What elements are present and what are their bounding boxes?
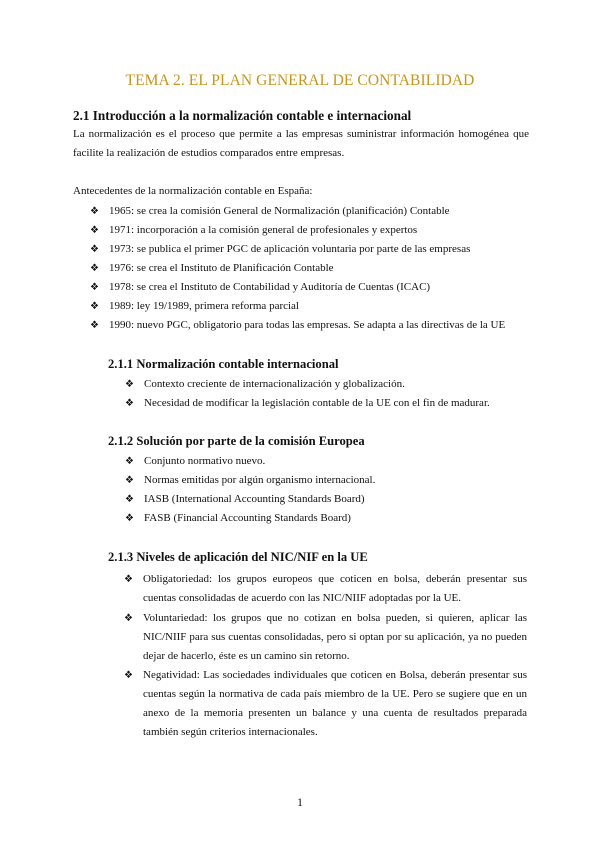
- list-item: ❖ 1976: se crea el Instituto de Planificación Contable: [109, 259, 505, 278]
- diamond-bullet-icon: ❖: [90, 301, 99, 312]
- list-item: ❖ 1978: se crea el Instituto de Contabilidad y Auditoría de Cuentas (ICAC): [109, 278, 505, 297]
- list-item: ❖ Conjunto normativo nuevo.: [144, 452, 375, 471]
- list-item: ❖ 1971: incorporación a la comisión general de profesionales y expertos: [109, 221, 505, 240]
- list-item: ❖ IASB (International Accounting Standards Board): [144, 490, 375, 509]
- diamond-bullet-icon: ❖: [90, 206, 99, 217]
- diamond-bullet-icon: ❖: [125, 513, 134, 524]
- diamond-bullet-icon: ❖: [125, 379, 134, 390]
- list-item: ❖ 1973: se publica el primer PGC de aplicación voluntaria por parte de las empresas: [109, 240, 505, 259]
- list-item: ❖ Contexto creciente de internacionalización y globalización.: [144, 375, 490, 394]
- page-number: 1: [297, 795, 303, 809]
- section-2-1-2-list: [125, 452, 376, 528]
- diamond-bullet-icon: ❖: [124, 670, 133, 681]
- section-heading-2-1-1: 2.1.1 Normalización contable internacional: [108, 357, 339, 371]
- diamond-bullet-icon: ❖: [124, 574, 133, 585]
- section-heading-2-1: 2.1 Introducción a la normalización contable e internacional: [73, 108, 412, 123]
- page-title: TEMA 2. EL PLAN GENERAL DE CONTABILIDAD: [125, 72, 475, 89]
- antecedentes-list: [90, 202, 506, 335]
- section-2-1-1-list: [125, 375, 490, 413]
- list-item: [124, 570, 527, 608]
- voluntariedad-text: Voluntariedad: los grupos que no cotizan en bolsa pueden, si quieren, aplicar las NIC/NIIF para sus cuentas consolidadas, pero si optan por su aplicación, ya no pueden dejar de hacerlo, éste es un camino sin retorno.: [143, 612, 527, 662]
- diamond-bullet-icon: ❖: [90, 263, 99, 274]
- diamond-bullet-icon: ❖: [124, 613, 133, 624]
- list-item: ❖ Necesidad de modificar la legislación contable de la UE con el fin de madurar.: [144, 394, 490, 413]
- negatividad-text: Negatividad: Las sociedades individuales que coticen en Bolsa, deberán presentar sus cuentas según la normativa de cada país miembro de la UE. Pero se sugiere que en un anexo de la memoria presenten un balance y una cuenta de resultados preparada también según criterios internacionales.: [143, 669, 527, 738]
- list-item: ❖ 1990: nuevo PGC, obligatorio para todas las empresas. Se adapta a las directivas de la UE: [109, 316, 505, 335]
- list-item: ❖ 1965: se crea la comisión General de Normalización (planificación) Contable: [109, 202, 505, 221]
- diamond-bullet-icon: ❖: [90, 282, 99, 293]
- list-item: ❖ Normas emitidas por algún organismo internacional.: [144, 471, 375, 490]
- diamond-bullet-icon: ❖: [90, 320, 99, 331]
- diamond-bullet-icon: ❖: [90, 244, 99, 255]
- diamond-bullet-icon: ❖: [125, 475, 134, 486]
- section-heading-2-1-2: 2.1.2 Solución por parte de la comisión Europea: [108, 434, 365, 448]
- list-item: ❖ 1989: ley 19/1989, primera reforma parcial: [109, 297, 505, 316]
- list-item: [124, 609, 527, 666]
- diamond-bullet-icon: ❖: [125, 398, 134, 409]
- diamond-bullet-icon: ❖: [90, 225, 99, 236]
- obligatoriedad-text: Obligatoriedad: los grupos europeos que coticen en bolsa, deberán presentar sus cuentas consolidadas de acuerdo con las NIC/NIIF adoptadas por la UE.: [143, 573, 527, 604]
- list-item: [124, 666, 527, 742]
- diamond-bullet-icon: ❖: [125, 456, 134, 467]
- list-item: ❖ FASB (Financial Accounting Standards Board): [144, 509, 375, 528]
- antecedentes-label: Antecedentes de la normalización contable en España:: [73, 185, 313, 197]
- diamond-bullet-icon: ❖: [125, 494, 134, 505]
- intro-paragraph: La normalización es el proceso que permite a las empresas suministrar información homogénea que facilite la realización de estudios comparados entre empresas.: [73, 128, 529, 159]
- section-heading-2-1-3: 2.1.3 Niveles de aplicación del NIC/NIF en la UE: [108, 550, 368, 564]
